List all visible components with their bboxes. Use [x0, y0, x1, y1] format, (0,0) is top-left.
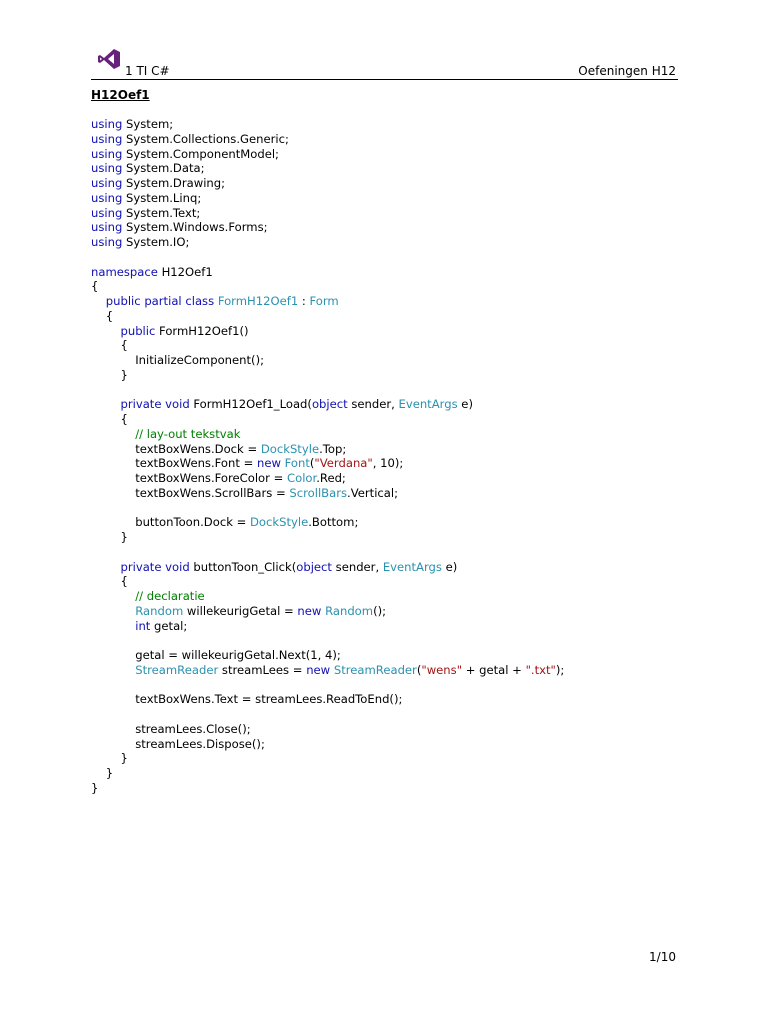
code-token: // lay-out tekstvak [135, 426, 241, 441]
code-token: } [91, 766, 114, 780]
code-line [91, 486, 691, 501]
code-line [91, 560, 691, 575]
code-line [91, 619, 691, 634]
code-token: new [256, 456, 281, 471]
code-token: StreamReader [333, 662, 417, 677]
code-token: private [120, 559, 162, 574]
code-token [91, 427, 135, 441]
code-line [91, 589, 691, 604]
code-line [91, 338, 691, 353]
code-token: FormH12Oef1_Load( [189, 397, 312, 412]
code-token: Font [284, 456, 310, 471]
code-token: System.Drawing; [122, 176, 226, 190]
code-line [91, 442, 691, 457]
code-token: using [91, 205, 123, 220]
code-token: e) [457, 397, 473, 412]
code-token [91, 663, 135, 677]
code-token: System.Data; [122, 161, 205, 176]
code-token: System.Text; [122, 205, 201, 220]
code-token: textBoxWens.ScrollBars = [91, 485, 290, 500]
code-token: textBoxWens.ForeColor = [91, 471, 287, 485]
code-line [91, 501, 691, 516]
code-line [91, 147, 691, 162]
code-line [91, 692, 691, 707]
code-token: object [296, 559, 332, 574]
code-token: (); [373, 603, 387, 618]
code-line [91, 250, 691, 265]
page-header [91, 48, 678, 80]
code-line [91, 176, 691, 191]
code-token: using [91, 117, 123, 131]
code-line [91, 220, 691, 235]
code-token: using [91, 235, 123, 249]
code-token [91, 294, 106, 308]
code-token: int [135, 618, 151, 633]
code-line [91, 515, 691, 530]
code-line [91, 383, 691, 398]
code-token: ( [309, 456, 315, 471]
code-token [91, 619, 135, 633]
code-token: Random [325, 603, 374, 618]
code-token: System.Collections.Generic; [122, 131, 289, 146]
code-token: System.IO; [122, 235, 190, 249]
code-line [91, 663, 691, 678]
page-number: 1/10 [649, 950, 676, 964]
code-token: streamLees = [218, 662, 307, 677]
code-token [91, 397, 120, 411]
code-token: StreamReader [135, 662, 219, 677]
code-token: InitializeComponent(); [91, 353, 265, 367]
code-token: .Bottom; [308, 515, 359, 530]
code-line [91, 206, 691, 221]
code-line [91, 766, 691, 781]
code-token: // declaratie [135, 589, 205, 603]
code-line [91, 294, 691, 309]
code-token: } [91, 367, 128, 382]
code-line [91, 324, 691, 339]
code-token: sender, [347, 397, 399, 412]
code-token: using [91, 176, 123, 190]
code-token: new [306, 662, 331, 677]
code-line [91, 707, 691, 722]
code-token: Random [135, 603, 184, 618]
code-line [91, 265, 691, 280]
code-token: + getal + [462, 662, 526, 677]
code-token: partial [144, 294, 182, 308]
visual-studio-logo-icon [97, 48, 121, 70]
code-line [91, 574, 691, 589]
code-line [91, 309, 691, 324]
code-token: object [311, 397, 348, 412]
chapter-label: Oefeningen H12 [578, 64, 676, 78]
code-token: textBoxWens.Text = streamLees.ReadToEnd(); [91, 692, 403, 707]
code-token: void [165, 397, 190, 412]
code-token: } [91, 530, 128, 544]
code-token: using [91, 220, 123, 235]
code-token: { [91, 308, 114, 323]
code-token: EventArgs [398, 397, 458, 412]
code-token [91, 560, 120, 574]
code-token: textBoxWens.Dock = [91, 441, 261, 456]
code-token: void [165, 559, 190, 574]
code-token: private [120, 397, 162, 412]
code-line [91, 648, 691, 663]
code-block [91, 117, 691, 796]
code-line [91, 781, 691, 796]
code-token: DockStyle [260, 441, 320, 456]
code-token: Form [309, 294, 339, 308]
code-token: { [91, 279, 99, 294]
code-token [91, 589, 135, 603]
code-line [91, 456, 691, 471]
code-token: namespace [91, 264, 158, 279]
code-line [91, 397, 691, 412]
code-token: EventArgs [382, 559, 442, 574]
code-token: textBoxWens.Font = [91, 456, 257, 471]
code-line [91, 353, 691, 368]
code-token: System.Windows.Forms; [122, 220, 268, 235]
code-token: FormH12Oef1 [217, 294, 299, 308]
code-token [91, 324, 120, 338]
code-token: Color [287, 471, 317, 485]
code-token: ".txt" [525, 662, 556, 677]
code-token: using [91, 161, 123, 176]
code-token: public [105, 294, 141, 308]
code-token [91, 604, 135, 618]
code-line [91, 427, 691, 442]
code-line [91, 132, 691, 147]
code-token: ( [416, 662, 422, 677]
code-token: buttonToon.Dock = [91, 515, 250, 530]
code-line [91, 471, 691, 486]
code-line [91, 530, 691, 545]
code-line [91, 279, 691, 294]
code-line [91, 412, 691, 427]
code-line [91, 722, 691, 737]
code-line [91, 545, 691, 560]
code-line [91, 368, 691, 383]
code-line [91, 161, 691, 176]
code-token: FormH12Oef1() [155, 323, 249, 338]
code-token: .Vertical; [347, 485, 399, 500]
code-line [91, 633, 691, 648]
code-token: "wens" [421, 662, 463, 677]
code-line [91, 751, 691, 766]
code-token: , 10); [372, 456, 404, 471]
code-token: using [91, 131, 123, 146]
code-token: class [185, 294, 215, 308]
course-label: 1 TI C# [125, 64, 170, 78]
code-line [91, 678, 691, 693]
code-token: streamLees.Close(); [91, 721, 251, 736]
code-token: willekeurigGetal = [183, 603, 298, 618]
code-token: using [91, 146, 123, 161]
code-token: sender, [331, 559, 383, 574]
code-token: System.Linq; [122, 190, 202, 205]
code-token: } [91, 780, 99, 795]
code-token: public [120, 323, 156, 338]
code-line [91, 235, 691, 250]
code-token: { [91, 574, 128, 589]
code-token: "Verdana" [314, 456, 373, 471]
code-line [91, 604, 691, 619]
code-token: ); [555, 662, 565, 677]
code-line [91, 117, 691, 132]
code-token: e) [441, 559, 458, 574]
code-token: .Top; [319, 441, 347, 456]
code-token: new [297, 603, 322, 618]
code-token: { [91, 338, 128, 353]
code-token: System.ComponentModel; [122, 146, 279, 161]
code-token: : [298, 294, 310, 308]
code-token: } [91, 751, 128, 766]
code-token: { [91, 412, 128, 426]
code-token: System; [122, 117, 174, 131]
code-line [91, 191, 691, 206]
code-token: DockStyle [250, 515, 309, 530]
code-token: getal = willekeurigGetal.Next(1, 4); [91, 648, 341, 662]
code-token: getal; [150, 618, 188, 633]
code-line [91, 737, 691, 752]
code-token: ScrollBars [289, 485, 348, 500]
document-title: H12Oef1 [91, 88, 150, 102]
code-token: buttonToon_Click( [189, 559, 297, 574]
code-token: H12Oef1 [157, 264, 213, 279]
code-token: streamLees.Dispose(); [91, 736, 265, 751]
code-token: .Red; [316, 471, 346, 485]
code-token: using [91, 190, 123, 205]
